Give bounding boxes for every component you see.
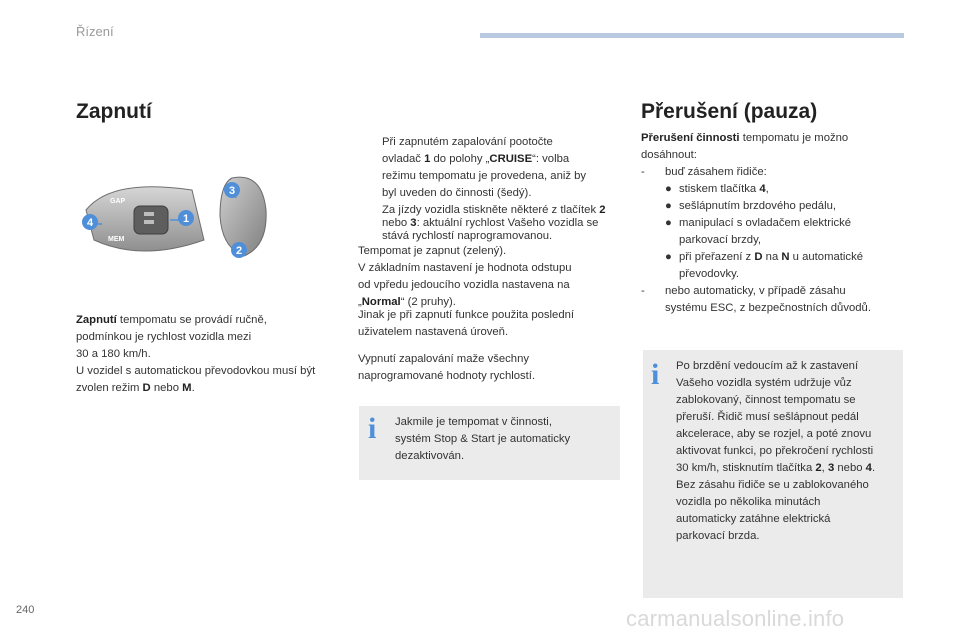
svg-text:4: 4 <box>86 217 94 229</box>
header-bar <box>480 33 904 38</box>
right-title: Přerušení (pauza) <box>641 100 818 123</box>
watermark: carmanualsonline.info <box>626 606 845 631</box>
left-title: Zapnutí <box>76 100 152 123</box>
page-number: 240 <box>16 604 35 616</box>
section-label: Řízení <box>76 24 114 39</box>
info-icon: i <box>368 412 377 445</box>
bullet-dot: ● <box>665 200 672 212</box>
bullet-dot: ● <box>665 183 672 195</box>
bullet-dot: ● <box>665 251 672 263</box>
brake-info-box <box>643 350 903 598</box>
brake-info-text: Po brzdění vedoucím až k zastavení Vašeho vozidla systém udržuje vůz zablokovaný, činnost tempomatu se přeruší. Řidič musí sešlápnout pedál akcelerace, aby se rozjel, a poté znovu aktivovat funkci, po překročení rychlosti 30 km/h, stisknutím tlačítka 2, 3 nebo 4. Bez zásahu řidiče se u zablokovaného vozidla po několika minutách automaticky zatáhne elektrická parkovací brzda. <box>676 360 876 542</box>
lever-mem-label: MEM <box>108 236 125 243</box>
info-icon: i <box>651 358 660 391</box>
bullet-dot: ● <box>665 217 672 229</box>
right-paragraph: Přerušení činnosti tempomatu je možno dosáhnout: - buď zásahem řidiče: ● stiskem tlačítka 4, ● sešlápnutím brzdového pedálu, ● manipulací s ovladačem elektrické parkovací brzdy, ● při přeřazení z D na N u automatické převodovky. - nebo automaticky, v případě zásahu systému ESC, z bezpečnostních důvodů. <box>641 132 871 314</box>
svg-text:3: 3 <box>228 185 236 197</box>
cruise-control-figure <box>72 170 272 270</box>
svg-text:1: 1 <box>182 213 190 225</box>
stop-start-info-text: Jakmile je tempomat v činnosti, systém Stop & Start je automaticky dezaktivován. <box>395 416 571 462</box>
stop-start-info-box <box>359 406 620 480</box>
middle-instructions: Při zapnutém zapalování pootočte ovladač 1 do polohy „CRUISE“: volba režimu tempomatu je provedena, aniž by byl uveden do činnosti (šedý). Za jízdy vozidla stiskněte některé z tlačítek 2 nebo 3: aktuální rychlost Vašeho vozidla se stává rychlostí naprogramovanou. Tempomat je zapnut (zelený). V základním nastavení je hodnota odstupu od vpředu jedoucího vozidla nastavena na „Normal“ (2 pruhy). Jinak je při zapnutí funkce použita poslední uživatelem nastavená úroveň. Vypnutí zapalování maže všechny naprogramované hodnoty rychlostí. <box>358 136 606 382</box>
left-paragraph: Zapnutí tempomatu se provádí ručně, podmínkou je rychlost vozidla mezi 30 a 180 km/h. U vozidel s automatickou převodovkou musí být zvolen režim D nebo M. <box>76 314 316 394</box>
lever-gap-label: GAP <box>110 198 126 205</box>
bullet-symbol <box>358 204 382 217</box>
bullet-symbol <box>358 134 382 151</box>
svg-text:2: 2 <box>235 245 243 257</box>
